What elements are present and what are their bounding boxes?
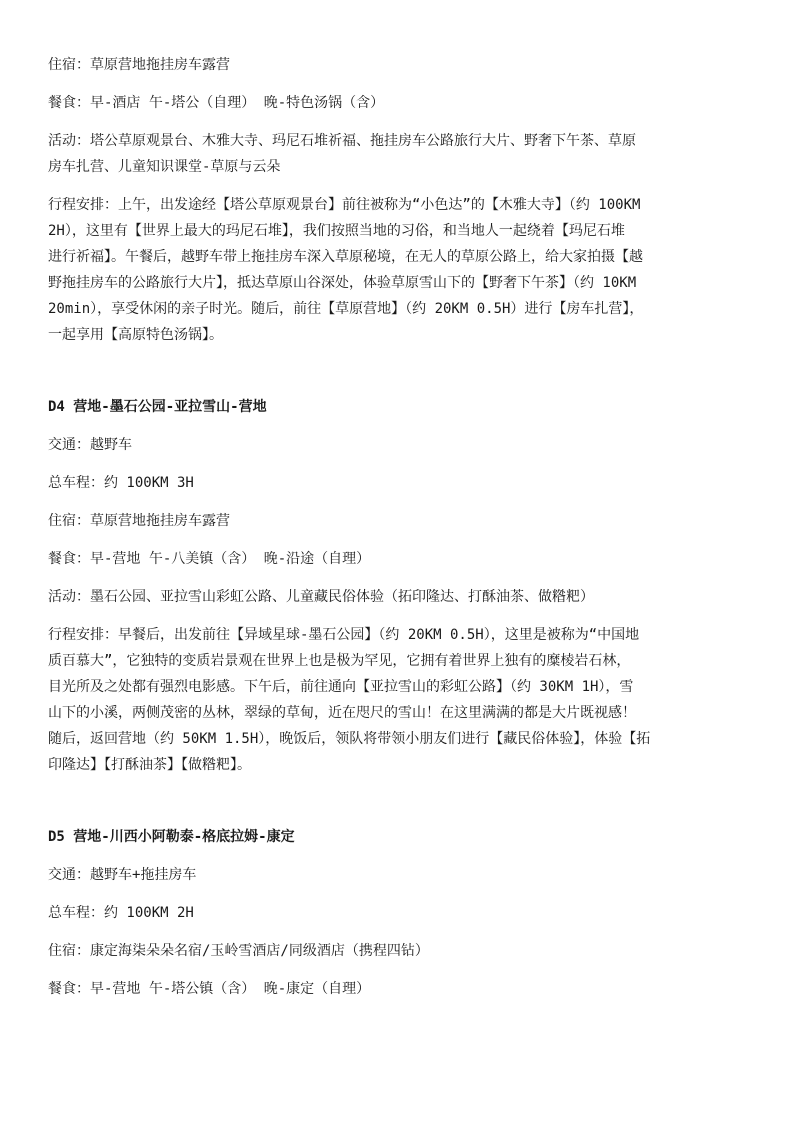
d5-title: D5 营地-川西小阿勒泰-格底拉姆-康定 [48, 829, 295, 845]
d4-distance: 总车程：约 100KM 3H [48, 475, 194, 491]
d3-activities [48, 128, 754, 180]
d4-lodging: 住宿：草原营地拖挂房车露营 [48, 513, 230, 529]
d3-itinerary-line: 行程安排：上午，出发途经【塔公草原观景台】前往被称为“小色达”的【木雅大寺】（约 100KM [48, 197, 641, 213]
d3-lodging: 住宿：草原营地拖挂房车露营 [48, 57, 230, 73]
d4-transport: 交通：越野车 [48, 437, 132, 453]
d4-itinerary-line: 印隆达】【打酥油茶】【做糌粑】。 [48, 757, 251, 773]
d3-meals: 餐食：早-酒店 午-塔公（自理） 晚-特色汤锅（含） [48, 95, 385, 111]
d5-meals: 餐食：早-营地 午-塔公镇（含） 晚-康定（自理） [48, 981, 371, 997]
itinerary-document [48, 52, 754, 1002]
d3-activities-line: 房车扎营、儿童知识课堂-草原与云朵 [48, 159, 281, 175]
d4-itinerary-line: 行程安排：早餐后，出发前往【异域星球-墨石公园】（约 20KM 0.5H），这里是被称为“中国地 [48, 627, 640, 643]
d4-title: D4 营地-墨石公园-亚拉雪山-营地 [48, 399, 267, 415]
d4-itinerary-line: 随后，返回营地（约 50KM 1.5H），晚饭后，领队将带领小朋友们进行【藏民俗体验】，体验【拓 [48, 731, 651, 747]
d3-itinerary-line: 20min），享受休闲的亲子时光。随后，前往【草原营地】（约 20KM 0.5H）进行【房车扎营】， [48, 301, 644, 317]
d4-itinerary-line: 质百慕大”，它独特的变质岩景观在世界上也是极为罕见，它拥有着世界上独有的糜棱岩石林， [48, 653, 631, 669]
d4-itinerary-line: 山下的小溪，两侧茂密的丛林，翠绿的草甸，近在咫尺的雪山！在这里满满的都是大片既视感！ [48, 705, 636, 721]
d5-transport: 交通：越野车+拖挂房车 [48, 867, 197, 883]
d3-itinerary-line: 进行祈福】。午餐后，越野车带上拖挂房车深入草原秘境，在无人的草原公路上，给大家拍摄【越 [48, 249, 643, 265]
d5-lodging: 住宿：康定海柒朵朵名宿/玉岭雪酒店/同级酒店（携程四钻） [48, 943, 429, 959]
d4-itinerary-line: 目光所及之处都有强烈电影感。下午后，前往通向【亚拉雪山的彩虹公路】（约 30KM 1H），雪 [48, 679, 634, 695]
d4-meals: 餐食：早-营地 午-八美镇（含） 晚-沿途（自理） [48, 551, 371, 567]
d3-itinerary-line: 一起享用【高原特色汤锅】。 [48, 327, 223, 343]
d3-itinerary [48, 192, 754, 348]
d3-activities-line: 活动：塔公草原观景台、木雅大寺、玛尼石堆祈福、拖挂房车公路旅行大片、野奢下午茶、草原 [48, 133, 636, 149]
d3-itinerary-line: 2H），这里有【世界上最大的玛尼石堆】，我们按照当地的习俗，和当地人一起绕着【玛尼石堆 [48, 223, 625, 239]
d4-activities: 活动：墨石公园、亚拉雪山彩虹公路、儿童藏民俗体验（拓印隆达、打酥油茶、做糌粑） [48, 589, 594, 605]
d4-itinerary [48, 622, 754, 778]
d3-itinerary-line: 野拖挂房车的公路旅行大片】，抵达草原山谷深处，体验草原雪山下的【野奢下午茶】（约 10KM [48, 275, 637, 291]
d5-distance: 总车程：约 100KM 2H [48, 905, 194, 921]
